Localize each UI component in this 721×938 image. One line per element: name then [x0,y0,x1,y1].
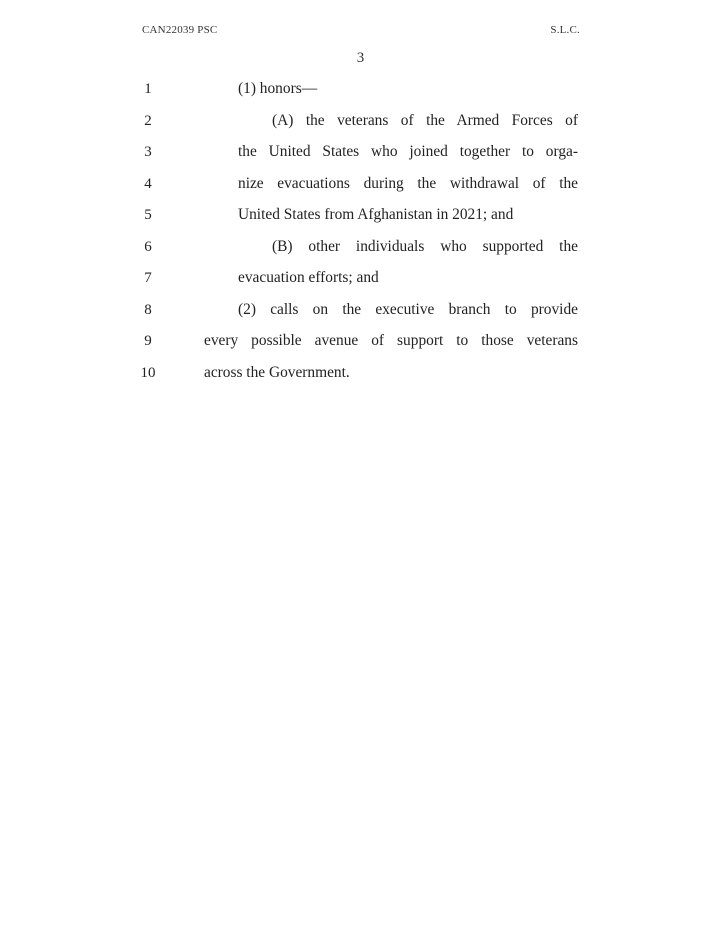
line-number: 1 [144,81,152,97]
line-text: across the Government. [204,364,350,381]
line-text: (B) other individuals who supported the [272,238,578,255]
header-slc: S.L.C. [550,24,580,36]
line-number: 2 [144,113,152,129]
page-number: 3 [356,50,365,66]
line-text: (2) calls on the executive branch to provide [238,301,578,318]
line-text: (1) honors— [238,80,318,97]
line-number: 4 [144,176,152,192]
line-number: 9 [144,333,152,349]
text-line [0,363,721,394]
line-text: the United States who joined together to orga- [238,143,578,160]
line-number: 5 [144,207,152,223]
text-line [0,79,721,110]
text-line [0,300,721,331]
line-text: every possible avenue of support to those veterans [204,332,578,349]
line-text: (A) the veterans of the Armed Forces of [272,112,578,129]
text-line [0,111,721,142]
line-number: 8 [144,302,152,318]
line-text: evacuation efforts; and [238,269,379,286]
line-number: 7 [144,270,152,286]
header-document-id: CAN22039 PSC [142,24,218,36]
line-number: 10 [140,365,156,381]
text-line [0,142,721,173]
line-number: 3 [144,144,152,160]
line-number: 6 [144,239,152,255]
text-line [0,268,721,299]
text-line [0,331,721,362]
text-line [0,174,721,205]
line-text: nize evacuations during the withdrawal of the [238,175,578,192]
text-line [0,237,721,268]
line-text: United States from Afghanistan in 2021; and [238,206,514,223]
text-line [0,205,721,236]
